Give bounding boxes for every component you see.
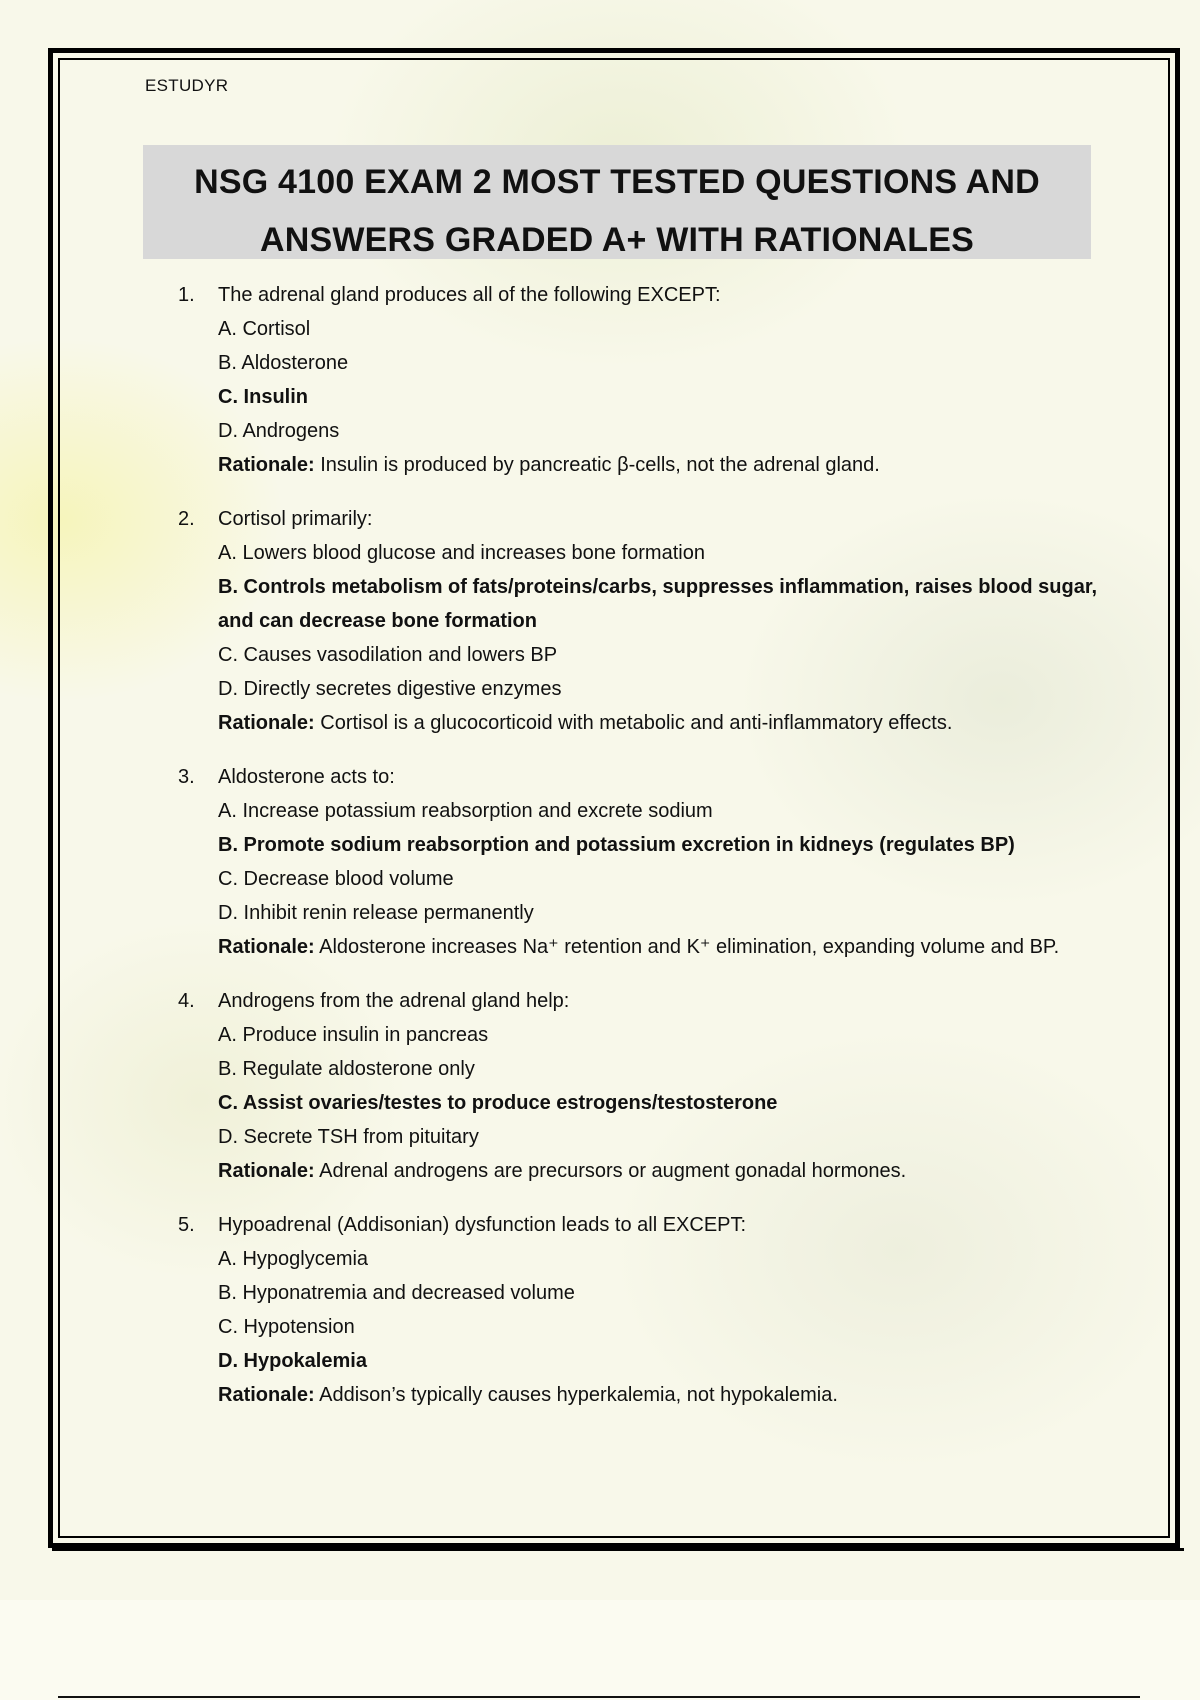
rationale — [218, 448, 1098, 482]
question-text: The adrenal gland produces all of the following EXCEPT: — [218, 284, 721, 306]
rationale-label: Rationale: — [218, 1160, 315, 1182]
answer-option: A. Produce insulin in pancreas — [218, 1024, 489, 1046]
rationale-text: Insulin is produced by pancreatic β-cells, not the adrenal gland. — [320, 454, 880, 476]
question-text: Hypoadrenal (Addisonian) dysfunction leads to all EXCEPT: — [218, 1214, 747, 1236]
rationale-label: Rationale: — [218, 1384, 315, 1406]
rationale-text: Adrenal androgens are precursors or augment gonadal hormones. — [319, 1160, 907, 1182]
answer-option-correct: B. Promote sodium reabsorption and potassium excretion in kidneys (regulates BP) — [218, 834, 1015, 856]
page-title-line-2: ANSWERS GRADED A+ WITH RATIONALES — [260, 221, 974, 259]
answer-option: D. Directly secretes digestive enzymes — [218, 678, 562, 700]
page-title-line-1: NSG 4100 EXAM 2 MOST TESTED QUESTIONS AND — [194, 163, 1040, 201]
answer-option-correct: C. Insulin — [218, 386, 308, 408]
rationale — [218, 1154, 1098, 1188]
question-item — [178, 760, 1098, 964]
rationale-text: Aldosterone increases Na⁺ retention and K⁺ elimination, expanding volume and BP. — [319, 936, 1060, 958]
rationale — [218, 1378, 1098, 1412]
question-number: 2. — [178, 508, 195, 530]
rationale — [218, 706, 1098, 740]
question-text: Androgens from the adrenal gland help: — [218, 990, 570, 1012]
question-number: 4. — [178, 990, 195, 1012]
answer-option-correct: C. Assist ovaries/testes to produce estrogens/testosterone — [218, 1092, 778, 1114]
answer-option: A. Increase potassium reabsorption and excrete sodium — [218, 800, 713, 822]
question-item — [178, 502, 1098, 740]
answer-option: D. Inhibit renin release permanently — [218, 902, 534, 924]
answer-option: A. Hypoglycemia — [218, 1248, 369, 1270]
question-list — [178, 278, 1098, 1432]
question-item — [178, 1208, 1098, 1412]
title-banner — [143, 145, 1091, 259]
answer-option: A. Lowers blood glucose and increases bone formation — [218, 542, 705, 564]
rationale-label: Rationale: — [218, 454, 315, 476]
rationale-text: Addison’s typically causes hyperkalemia, not hypokalemia. — [319, 1384, 838, 1406]
answer-option: C. Decrease blood volume — [218, 868, 454, 890]
answer-option: B. Aldosterone — [218, 352, 349, 374]
answer-option: D. Secrete TSH from pituitary — [218, 1126, 479, 1148]
question-item — [178, 278, 1098, 482]
footer-divider — [58, 1696, 1140, 1698]
rationale-label: Rationale: — [218, 936, 315, 958]
question-number: 5. — [178, 1214, 195, 1236]
question-text: Cortisol primarily: — [218, 508, 373, 530]
answer-option: C. Causes vasodilation and lowers BP — [218, 644, 558, 666]
answer-option: B. Regulate aldosterone only — [218, 1058, 475, 1080]
question-number: 3. — [178, 766, 195, 788]
answer-option: C. Hypotension — [218, 1316, 355, 1338]
answer-option-correct: B. Controls metabolism of fats/proteins/carbs, suppresses inflammation, raises blood sugar, and can decrease bone formation — [218, 576, 1098, 632]
rationale — [218, 930, 1098, 964]
answer-option: A. Cortisol — [218, 318, 311, 340]
answer-option: D. Androgens — [218, 420, 340, 442]
rationale-label: Rationale: — [218, 712, 315, 734]
question-number: 1. — [178, 284, 195, 306]
question-text: Aldosterone acts to: — [218, 766, 395, 788]
question-item — [178, 984, 1098, 1188]
answer-option: B. Hyponatremia and decreased volume — [218, 1282, 575, 1304]
frame-shadow — [52, 1548, 1184, 1551]
rationale-text: Cortisol is a glucocorticoid with metabolic and anti-inflammatory effects. — [320, 712, 953, 734]
brand-label: ESTUDYR — [145, 76, 229, 95]
answer-option-correct: D. Hypokalemia — [218, 1350, 367, 1372]
